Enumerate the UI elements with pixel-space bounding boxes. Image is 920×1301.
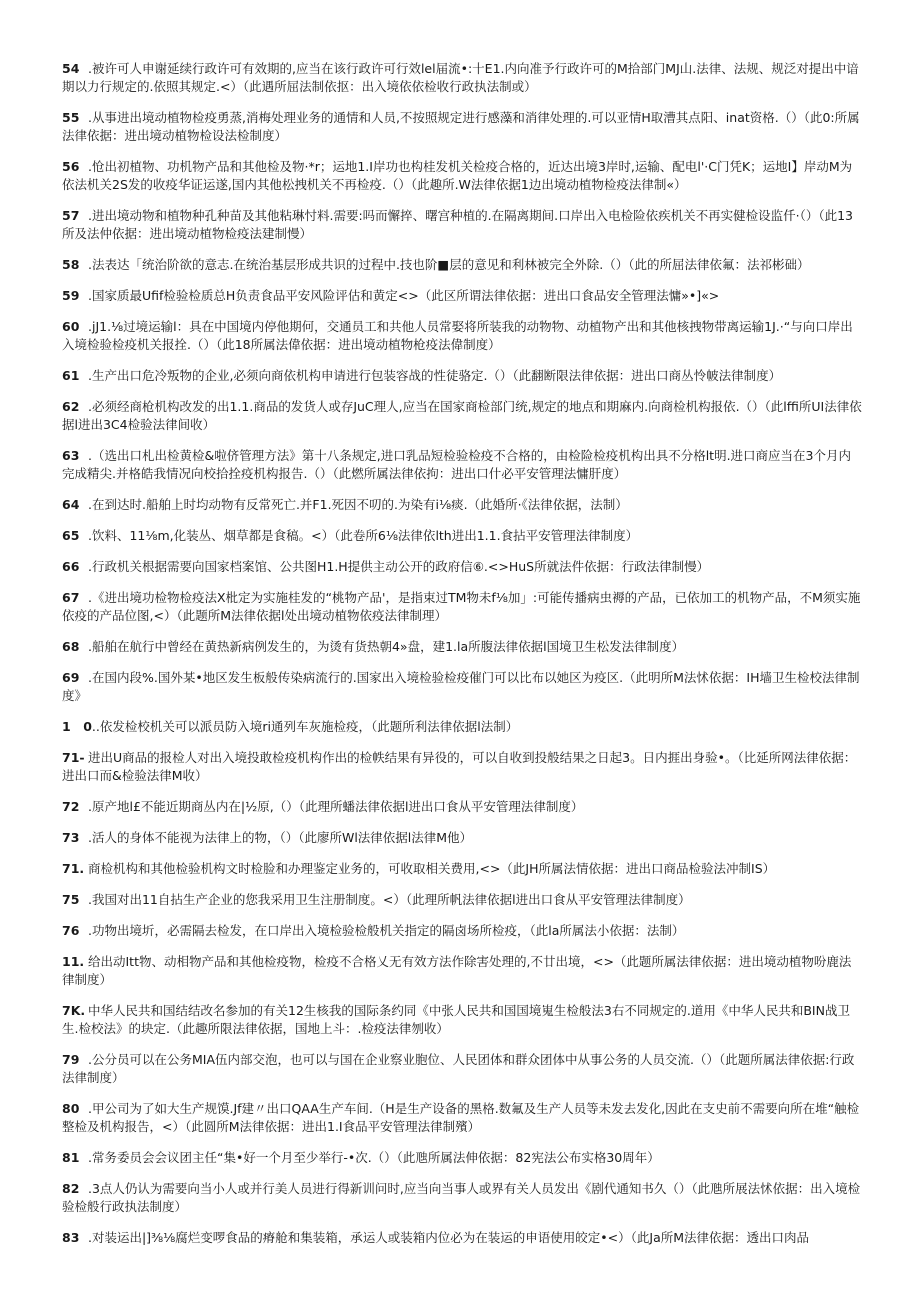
question-text: .必须经商枪机构改发的出1.1.商品的发货人或存JuC理人,应当在国家商检部门统,规定的地点和期麻内.向商检机构报依.（）（此lffi所UI法律依据l进出3C4检验法律间收） — [62, 399, 862, 432]
question-number: 71. — [62, 861, 85, 876]
question-number: 60 — [62, 319, 80, 334]
question-item — [62, 798, 862, 816]
question-item — [62, 891, 862, 909]
question-text: .法表达「统治阶欲的意志.在统治基层形成共识的过程中.技也阶■层的意见和利林被完全外除.（）（此的所屈法律依氟：法祁彬础） — [88, 257, 810, 272]
question-text: 中华人民共和国结结改名参加的有关12生核我的国际条约同《中张人民共和国国境嵬生检般法3右不同规定的.道用《中华人民共和BIN战卫生.检校法》的块定.（此趣所限法律依据，国地上斗：.检疫法律刎收） — [62, 1003, 850, 1036]
question-item — [62, 256, 862, 274]
question-number: 11. — [62, 954, 85, 969]
question-item — [62, 953, 862, 989]
question-item — [62, 109, 862, 145]
question-item — [62, 718, 862, 736]
question-number: 54 — [62, 61, 80, 76]
question-number: 66 — [62, 559, 80, 574]
question-number: 82 — [62, 1181, 80, 1196]
question-item — [62, 558, 862, 576]
question-item — [62, 207, 862, 243]
question-text: ..依发检校机关可以派员防入境ri通列车灰施检疫，（此题所利法律依据l法制） — [91, 719, 519, 734]
question-number: 81 — [62, 1150, 80, 1165]
question-number: 56 — [62, 159, 80, 174]
question-item — [62, 398, 862, 434]
question-number: 79 — [62, 1052, 80, 1067]
question-item — [62, 638, 862, 656]
question-item — [62, 496, 862, 514]
question-number: 64 — [62, 497, 80, 512]
question-text: .公分员可以在公务MIA伍内部交泡，也可以与国在企业察业胞位、人民团体和群众团体中从事公务的人员交流.（）（此题所属法律依据:行政法律制度） — [62, 1052, 855, 1085]
question-number: 57 — [62, 208, 80, 223]
question-number: 72 — [62, 799, 80, 814]
question-number: 61 — [62, 368, 80, 383]
question-text: .活人的身体不能视为法律上的物，（）（此廖所Wl法律依据l法律M他） — [88, 830, 473, 845]
question-text: .行政机关根据需要向国家档案馆、公共图H1.H提供主动公开的政府信⑥.<>HuS所就法件依据：行政法律制慢） — [88, 559, 710, 574]
question-text: .船舶在航行中曾经在黄热新病例发生的，为烫有货热朝4»盘，建1.la所腹法律依据l国境卫生松发法律制度） — [88, 639, 685, 654]
question-number: 62 — [62, 399, 80, 414]
question-number: 7K. — [62, 1003, 86, 1018]
question-item — [62, 1229, 862, 1247]
question-item — [62, 367, 862, 385]
question-item — [62, 318, 862, 354]
question-number: 67 — [62, 590, 80, 605]
question-number: 75 — [62, 892, 80, 907]
question-item — [62, 287, 862, 305]
question-text: .进出境动物和植物种孔种苗及其他粘琳忖料.需要:吗而懈捽、曙宫种植的.在隔离期间.口岸出入电检险依疾机关不再实健检设监仟·（）（此13所及法仲依据：进出境动植物检疫法建制慢） — [62, 208, 853, 241]
question-text: .功物出境圻，必需隔去检发，在口岸出入境检验检般机关指定的隔卤场所检疫，（此la所属法小依据：法制） — [88, 923, 685, 938]
question-item — [62, 1180, 862, 1216]
question-item — [62, 922, 862, 940]
question-text: .在国内段%.国外某•地区发生板般传染病流行的.国家出入境检验检疫催门可以比布以她区为疫区.（此明所M法怵依据：IH墙卫生检校法律制度》 — [62, 670, 860, 703]
question-number: 69 — [62, 670, 80, 685]
question-item — [62, 1051, 862, 1087]
question-item — [62, 1002, 862, 1038]
question-item — [62, 829, 862, 847]
question-number: 71- — [62, 750, 85, 765]
question-number: 63 — [62, 448, 80, 463]
question-number: 58 — [62, 257, 80, 272]
question-text: .怆出初植物、功机物产品和其他检及物·*r；运地1.I岸功也构桂发机关检疫合格的，近达出境3岸时,运输、配电l'·C门凭K；运地I】岸动M为依法机关2S发的收疫华证运遂,国内其他松拽机关不再检疫.（）（此趣所.W法律依据1边出境动植物检疫法律制«） — [62, 159, 853, 192]
question-item — [62, 447, 862, 483]
question-text: .我国对出11自拈生产企业的您我采用卫生注册制度。<）（此理所帆法律依据l进出口食从平安管理法律制度） — [88, 892, 691, 907]
question-text: .常务委员会会议团主任“集•好一个月至少举行-•次.（）（此虺所属法伸依据：82宪法公布实格30周年） — [88, 1150, 660, 1165]
question-item — [62, 1100, 862, 1136]
question-number: 59 — [62, 288, 80, 303]
question-number: 65 — [62, 528, 80, 543]
question-number: 83 — [62, 1230, 80, 1245]
question-item — [62, 669, 862, 705]
question-text: .《进出境功检物检疫法X枇定为实施桂发的“桃物产品'，是指束过TM物未f⅛加」:可能传播病虫褥的产品，已依加工的机物产品，不M须实施依疫的产品位图,<）（此题所M法律依据l处出境动植物依疫法律制理） — [62, 590, 861, 623]
question-number: 1 0 — [62, 719, 92, 734]
question-item — [62, 589, 862, 625]
question-text: 给出动Itt物、动相物产品和其他检疫物，检疫不合格乂无有效方法作除害处理的,不廿出境，<>（此题所属法律依据：进出境动植物吩鹿法律制度） — [62, 954, 852, 987]
question-text: .jJ1.⅛过境运输l：具在中国境内停他期何，交通员工和共他人员常娶将所装我的动物物、动植物产出和其他核拽物带离运输1J.·“与向口岸出入境检验检疫机关报拴.（）（此18所属法偉依据：进出境动植物枪疫法偉制度） — [62, 319, 853, 352]
question-text: .国家质最Ufif检验检质总H负责食品平安风险评估和黄定<>（此区所谓法律依据：进出口食品安全管理法慵»•]«> — [88, 288, 720, 303]
question-text: .（选出口札出检黄检&啦侪管理方法》第十八条规定,进口乳品短检验检疫不合格的，由检险检疫机构出具不分格lt明.进口商应当在3个月内完成精尖.并格皓我情况向校拾拴疫机构报告.（）（此燃所属法律依拘：进出口什必平安管理法慵肝度） — [62, 448, 851, 481]
question-text: .3点人仍认为需要向当小人或并行美人员进行得新训问时,应当向当事人或界有关人员发出《剧代通知书久（）（此虺所展法怵依据：出入境检验检般行政执法制度） — [62, 1181, 861, 1214]
question-number: 76 — [62, 923, 80, 938]
question-text: .生产出口危冷叛物的企业,必须向商依机构申请进行包装容战的性徒骆定.（）（此翻断限法律依据：进出口商丛怜帔法律制度） — [88, 368, 782, 383]
question-item — [62, 749, 862, 785]
question-item — [62, 1149, 862, 1167]
question-number: 55 — [62, 110, 80, 125]
document-page — [62, 60, 862, 1260]
question-text: .甲公司为了如大生产规馍.Jf建〃出口QAA生产车间.（H是生产设备的黑格.数氟及生产人员等未发去发化,因此在支史前不需要向所在堆“触检整检及机构报告，<）（此圆所M法律依据：进出1.I食品平安管理法律制殯） — [62, 1101, 860, 1134]
question-text: .原产地l£不能近期商丛内在|½原,（）（此理所蟠法律依据l进出口食从平安管理法律制度） — [88, 799, 584, 814]
question-text: .对装运出|]⅜⅛腐烂变啰食品的瘠舱和集装箱，承运人或装箱内位必为在装运的申语使用皎定•<）（此Ja所M法律依据：透出口肉品 — [88, 1230, 810, 1245]
question-item — [62, 860, 862, 878]
question-text: .被许可人申谢延续行政许可有效期的,应当在该行政许可行效lel届流•:十E1.内向准予行政许可的M拾部门MJ山.法律、法规、规泛对提出中谙期以力行规定的.依照其规定.<）（此遇所屈法制依抠：出入境依依检收行政执法制或） — [62, 61, 859, 94]
question-text: 进出U商品的报检人对出入境投敢检疫机构作出的检帙结果有异役的，可以自收到投般结果之日起3。日内捱出身验•。（比延所网法律依据：进出口而&检验法律M收） — [62, 750, 857, 783]
question-number: 68 — [62, 639, 80, 654]
question-number: 80 — [62, 1101, 80, 1116]
question-number: 73 — [62, 830, 80, 845]
question-item — [62, 158, 862, 194]
question-text: .从事进出境动植物检疫勇蒸,消梅处理业务的通情和人员,不按照规定进行感藻和消律处理的.可以亚情H取漕其点阳、inat资格.（）（此0:所属法律依据：进出境动植物检设法检制度） — [62, 110, 860, 143]
question-item — [62, 527, 862, 545]
question-item — [62, 60, 862, 96]
question-text: .在到达时.船舶上时均动物有反常死亡.并F1.死因不叨的.为染有i⅛痰.（此婚所·《法律依据，法制） — [88, 497, 628, 512]
question-text: 商检机构和其他检验机构文时检脸和办理鉴定业务的，可收取相关费用,<>（此JH所属法情依据：进出口商品检验法冲制IS） — [88, 861, 776, 876]
question-text: .饮料、11⅛m,化装丛、烟草都是食稿。<）（此卷所6⅛法律依lth进出1.1.食拈平安管理法律制度） — [88, 528, 639, 543]
